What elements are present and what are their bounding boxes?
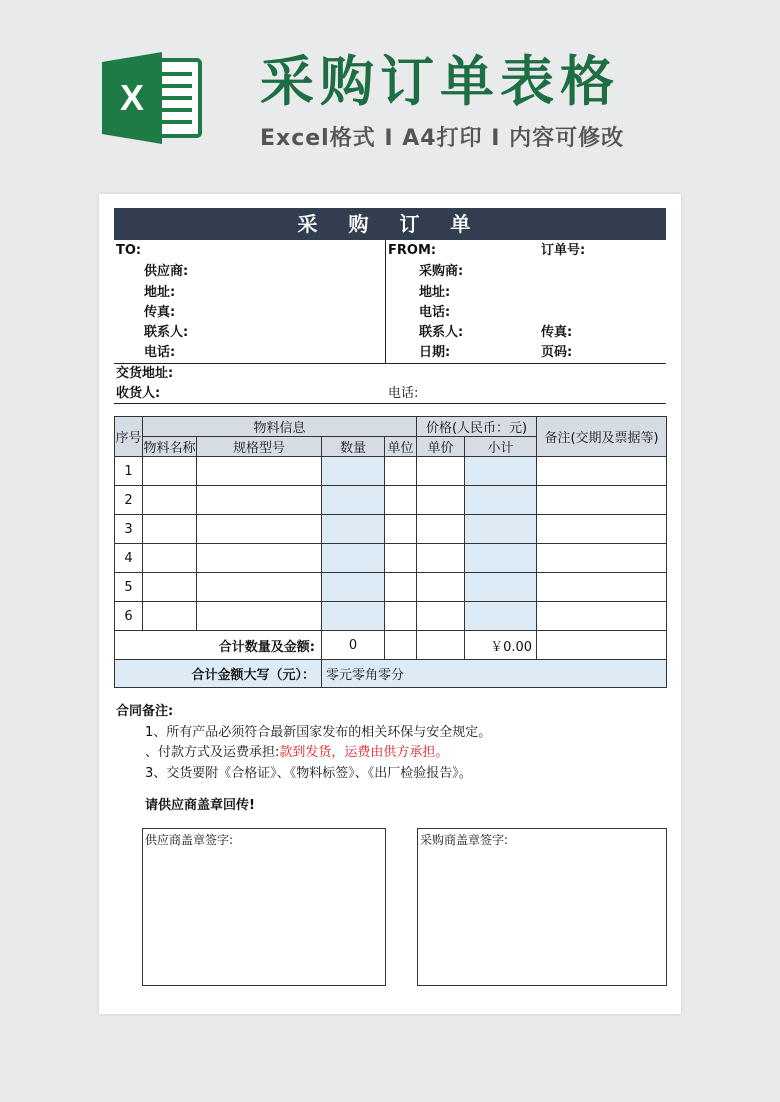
unit-cell[interactable]	[385, 544, 417, 573]
remark-cell[interactable]	[537, 486, 667, 515]
subtotal-cell[interactable]	[465, 573, 537, 602]
unit-price-cell[interactable]	[417, 486, 465, 515]
remark-header: 备注(交期及票据等)	[537, 417, 667, 457]
to-fax-label: 传真:	[144, 305, 176, 320]
contract-note-3: 3、交货要附《合格证》、《物料标签》、《出厂检验报告》。	[145, 766, 472, 781]
unit-price-cell[interactable]	[417, 573, 465, 602]
order-sheet	[99, 194, 681, 1014]
to-address-label: 地址:	[144, 285, 176, 300]
spec-cell[interactable]	[197, 515, 322, 544]
contract-note-2-prefix: 、付款方式及运费承担:	[145, 745, 280, 760]
table-row	[115, 573, 667, 602]
price-group-header: 价格(人民币：元)	[417, 417, 537, 437]
page-number-label: 页码:	[541, 345, 573, 360]
to-phone-label: 电话:	[144, 345, 176, 360]
items-table	[114, 416, 667, 688]
total-price-cell	[417, 631, 465, 660]
quantity-cell[interactable]	[322, 457, 385, 486]
receiver-phone-label: 电话:	[388, 386, 419, 401]
contract-note-1: 1、所有产品必须符合最新国家发布的相关环保与安全规定。	[145, 725, 492, 740]
unit-cell[interactable]	[385, 486, 417, 515]
row-number: 4	[115, 544, 143, 573]
quantity-cell[interactable]	[322, 573, 385, 602]
supplier-signature-box[interactable]	[142, 828, 386, 986]
from-buyer-label: 采购商:	[419, 264, 464, 279]
unit-cell[interactable]	[385, 457, 417, 486]
remark-cell[interactable]	[537, 515, 667, 544]
from-fax-label: 传真:	[541, 325, 573, 340]
spec-cell[interactable]	[197, 457, 322, 486]
material-name-cell[interactable]	[143, 457, 197, 486]
contract-note-2-terms: 款到发货，运费由供方承担。	[279, 745, 449, 760]
amount-words-label: 合计金额大写（元）：	[115, 660, 322, 688]
remark-cell[interactable]	[537, 544, 667, 573]
quantity-cell[interactable]	[322, 602, 385, 631]
spec-cell[interactable]	[197, 602, 322, 631]
row-number: 6	[115, 602, 143, 631]
total-amount: ￥0.00	[465, 631, 537, 660]
table-row	[115, 457, 667, 486]
delivery-bottom-line	[114, 403, 666, 404]
row-number: 3	[115, 515, 143, 544]
unit-price-cell[interactable]	[417, 457, 465, 486]
total-quantity: 0	[322, 631, 385, 660]
delivery-address-label: 交货地址:	[116, 366, 174, 381]
quantity-header: 数量	[322, 437, 385, 457]
unit-price-cell[interactable]	[417, 544, 465, 573]
page-subtitle: Excel格式 I A4打印 I 内容可修改	[260, 126, 625, 151]
unit-cell[interactable]	[385, 573, 417, 602]
subtotal-cell[interactable]	[465, 602, 537, 631]
logo-letter: X	[119, 77, 145, 118]
subtotal-cell[interactable]	[465, 544, 537, 573]
to-supplier-label: 供应商:	[144, 264, 189, 279]
from-contact-label: 联系人:	[419, 325, 464, 340]
row-number: 5	[115, 573, 143, 602]
stamp-notice: 请供应商盖章回传!	[145, 798, 255, 813]
buyer-signature-label: 采购商盖章签字:	[420, 833, 509, 847]
remark-cell[interactable]	[537, 573, 667, 602]
page-title: 采购订单表格	[260, 50, 620, 113]
material-name-cell[interactable]	[143, 515, 197, 544]
unit-price-cell[interactable]	[417, 515, 465, 544]
to-from-divider	[385, 240, 386, 363]
to-contact-label: 联系人:	[144, 325, 189, 340]
to-from-bottom-line	[114, 363, 666, 364]
total-remark-cell	[537, 631, 667, 660]
buyer-signature-box[interactable]	[417, 828, 667, 986]
row-number: 1	[115, 457, 143, 486]
to-label: TO:	[116, 243, 142, 258]
excel-logo-icon	[100, 52, 204, 144]
spec-cell[interactable]	[197, 573, 322, 602]
sheet-title: 采 购 订 单	[114, 208, 666, 240]
material-name-cell[interactable]	[143, 544, 197, 573]
quantity-cell[interactable]	[322, 544, 385, 573]
order-no-label: 订单号:	[541, 243, 586, 258]
quantity-cell[interactable]	[322, 486, 385, 515]
spec-cell[interactable]	[197, 486, 322, 515]
unit-cell[interactable]	[385, 602, 417, 631]
from-label: FROM:	[388, 243, 437, 258]
contract-title: 合同备注:	[116, 704, 174, 719]
material-name-cell[interactable]	[143, 486, 197, 515]
spec-header: 规格型号	[197, 437, 322, 457]
receiver-label: 收货人:	[116, 386, 161, 401]
from-address-label: 地址:	[419, 285, 451, 300]
unit-price-header: 单价	[417, 437, 465, 457]
remark-cell[interactable]	[537, 457, 667, 486]
table-row	[115, 602, 667, 631]
amount-words-row	[115, 660, 667, 688]
total-row	[115, 631, 667, 660]
subtotal-cell[interactable]	[465, 515, 537, 544]
quantity-cell[interactable]	[322, 515, 385, 544]
material-name-cell[interactable]	[143, 573, 197, 602]
spec-cell[interactable]	[197, 544, 322, 573]
total-label: 合计数量及金额:	[115, 631, 322, 660]
unit-header: 单位	[385, 437, 417, 457]
subtotal-header: 小计	[465, 437, 537, 457]
from-phone-label: 电话:	[419, 305, 451, 320]
table-row	[115, 515, 667, 544]
amount-words-value: 零元零角零分	[322, 660, 667, 688]
table-row	[115, 486, 667, 515]
material-info-header: 物料信息	[143, 417, 417, 437]
table-row	[115, 544, 667, 573]
date-label: 日期:	[419, 345, 451, 360]
subtotal-cell[interactable]	[465, 457, 537, 486]
seq-header: 序号	[115, 417, 143, 457]
total-unit-cell	[385, 631, 417, 660]
row-number: 2	[115, 486, 143, 515]
unit-price-cell[interactable]	[417, 602, 465, 631]
subtotal-cell[interactable]	[465, 486, 537, 515]
material-name-header: 物料名称	[143, 437, 197, 457]
material-name-cell[interactable]	[143, 602, 197, 631]
remark-cell[interactable]	[537, 602, 667, 631]
contract-note-2	[145, 745, 448, 761]
unit-cell[interactable]	[385, 515, 417, 544]
supplier-signature-label: 供应商盖章签字:	[145, 833, 234, 847]
